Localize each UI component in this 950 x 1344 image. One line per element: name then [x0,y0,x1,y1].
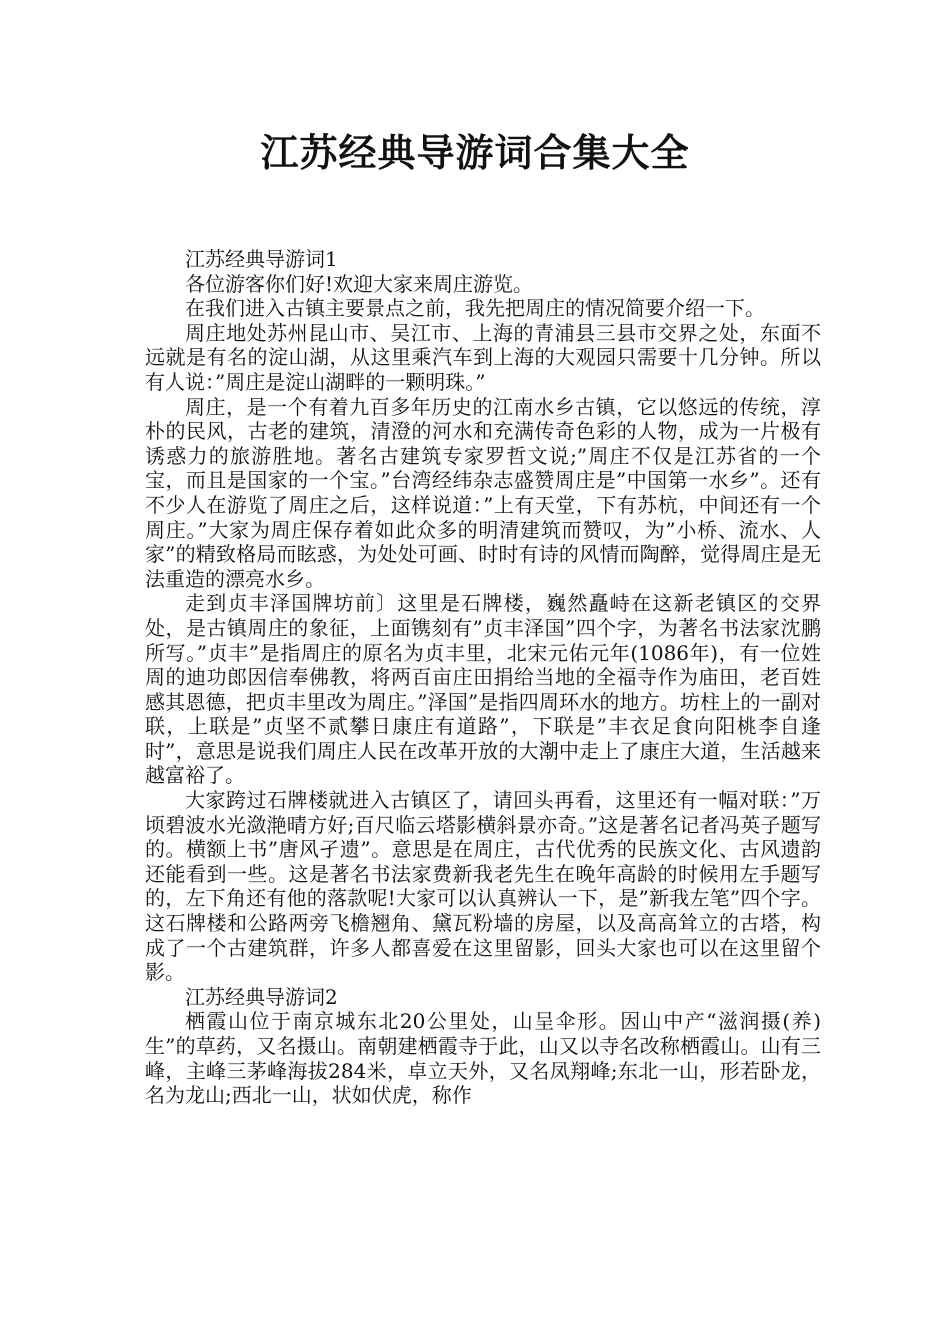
paragraph: 周庄地处苏州昆山市、吴江市、上海的青浦县三县市交界之处，东面不远就是有名的淀山湖，从这里乘汽车到上海的大观园只需要十几分钟。所以有人说：”周庄是淀山湖畔的一颗明珠。” [145,320,821,394]
section-heading: 江苏经典导游词1 [185,247,338,271]
paragraph: 走到贞丰泽国牌坊前〕这里是石牌楼，巍然矗峙在这新老镇区的交界处，是古镇周庄的象征，上面镌刻有”贞丰泽国”四个字，为著名书法家沈鹏所写。”贞丰”是指周庄的原名为贞丰里，北宋元佑元年(1086年)，有一位姓周的迪功郎因信奉佛教，将两百亩庄田捐给当地的全福寺作为庙田，老百姓感其恩德，把贞丰里改为周庄。”泽国”是指四周环水的地方。坊柱上的一副对联，上联是”贞坚不贰攀日康庄有道路”，下联是”丰衣足食向阳桃李自逢时”，意思是说我们周庄人民在改革开放的大潮中走上了康庄大道，生活越来越富裕了。 [145,591,821,788]
document-title: 江苏经典导游词合集大全 [260,131,690,175]
document-body [145,247,821,1108]
paragraph: 栖霞山位于南京城东北20公里处，山呈伞形。因山中产“滋润摄(养)生”的草药，又名摄山。南朝建栖霞寺于此，山又以寺名改称栖霞山。山有三峰，主峰三茅峰海拔284米，卓立天外，又名凤翔峰;东北一山，形若卧龙，名为龙山;西北一山，状如伏虎，称作 [145,1009,821,1108]
paragraph: 大家跨过石牌楼就进入古镇区了，请回头再看，这里还有一幅对联：”万顷碧波水光潋滟晴方好;百尺临云塔影横斜景亦奇。”这是著名记者冯英子题写的。横额上书”唐风孑遗”。意思是在周庄，古代优秀的民族文化、古风遗韵还能看到一些。这是著名书法家费新我老先生在晚年高龄的时候用左手题写的，左下角还有他的落款呢!大家可以认真辨认一下，是”新我左笔”四个字。这石牌楼和公路两旁飞檐翘角、黛瓦粉墙的房屋，以及高高耸立的古塔，构成了一个古建筑群，许多人都喜爱在这里留影，回头大家也可以在这里留个影。 [145,788,821,985]
paragraph: 周庄，是一个有着九百多年历史的江南水乡古镇，它以悠远的传统，淳朴的民风，古老的建筑，清澄的河水和充满传奇色彩的人物，成为一片极有诱惑力的旅游胜地。著名古建筑专家罗哲文说;”周庄不仅是江苏省的一个宝，而且是国家的一个宝。”台湾经纬杂志盛赞周庄是”中国第一水乡”。还有不少人在游览了周庄之后，这样说道：”上有天堂，下有苏杭，中间还有一个周庄。”大家为周庄保存着如此众多的明清建筑而赞叹，为”小桥、流水、人家”的精致格局而眩惑，为处处可画、时时有诗的风情而陶醉，觉得周庄是无法重造的漂亮水乡。 [145,394,821,591]
section-heading: 江苏经典导游词2 [185,984,338,1009]
paragraph: 在我们进入古镇主要景点之前，我先把周庄的情况简要介绍一下。 [185,296,765,321]
paragraph: 各位游客你们好!欢迎大家来周庄游览。 [185,271,534,296]
